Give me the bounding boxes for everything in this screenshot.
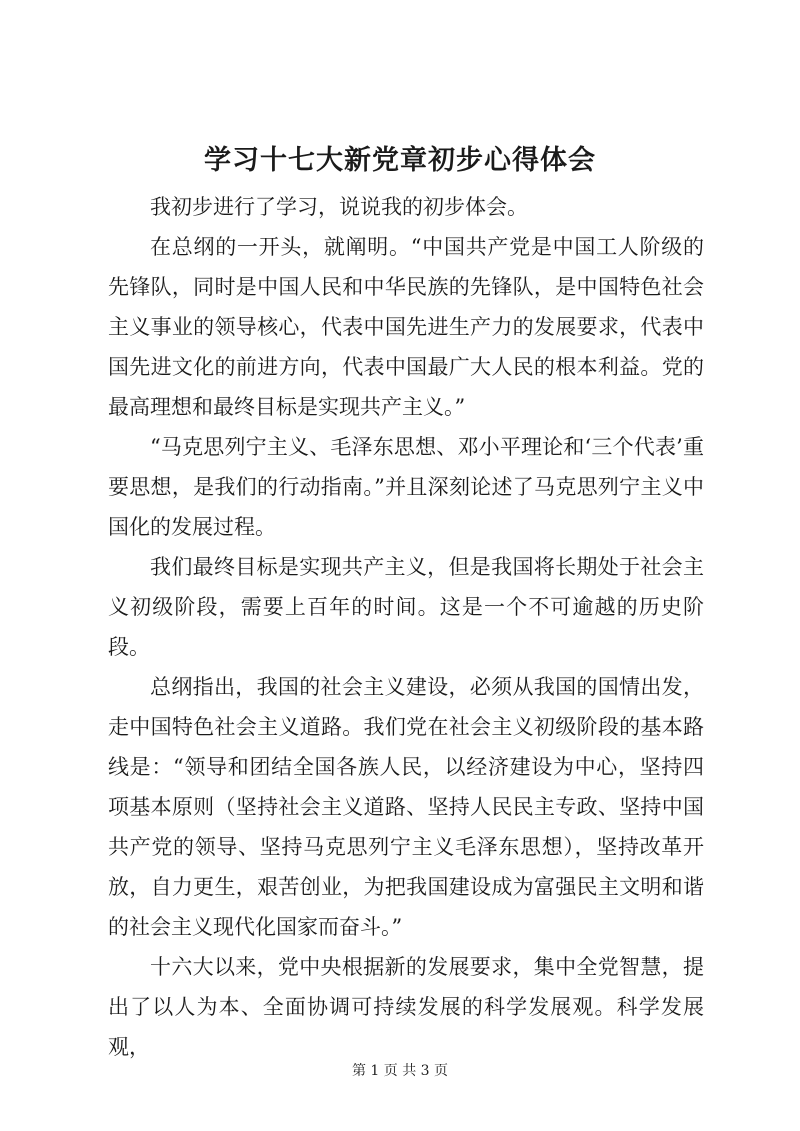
paragraph: 在总纲的一开头，就阐明。“中国共产党是中国工人阶级的先锋队，同时是中国人民和中华民族的先锋队，是中国特色社会主义事业的领导核心，代表中国先进生产力的发展要求，代表中国先进文化的前进方向，代表中国最广大人民的根本利益。党的最高理想和最终目标是实现共产主义。” bbox=[108, 235, 704, 419]
paragraph: 我们最终目标是实现共产主义，但是我国将长期处于社会主义初级阶段，需要上百年的时间。这是一个不可逾越的历史阶段。 bbox=[108, 555, 704, 659]
document-body bbox=[108, 187, 704, 1067]
page-title: 学习十七大新党章初步心得体会 bbox=[204, 145, 596, 176]
page-number-footer: 第 1 页 共 3 页 bbox=[351, 1063, 449, 1079]
paragraph: “马克思列宁主义、毛泽东思想、邓小平理论和‘三个代表’重要思想，是我们的行动指南。”并且深刻论述了马克思列宁主义中国化的发展过程。 bbox=[108, 435, 704, 539]
paragraph: 十六大以来，党中央根据新的发展要求，集中全党智慧，提出了以人为本、全面协调可持续发展的科学发展观。科学发展观， bbox=[108, 955, 704, 1059]
paragraph: 总纲指出，我国的社会主义建设，必须从我国的国情出发，走中国特色社会主义道路。我们党在社会主义初级阶段的基本路线是：“领导和团结全国各族人民，以经济建设为中心，坚持四项基本原则（坚持社会主义道路、坚持人民民主专政、坚持中国共产党的领导、坚持马克思列宁主义毛泽东思想），坚持改革开放，自力更生，艰苦创业，为把我国建设成为富强民主文明和谐的社会主义现代化国家而奋斗。” bbox=[108, 675, 704, 939]
paragraph: 我初步进行了学习，说说我的初步体会。 bbox=[150, 195, 528, 219]
